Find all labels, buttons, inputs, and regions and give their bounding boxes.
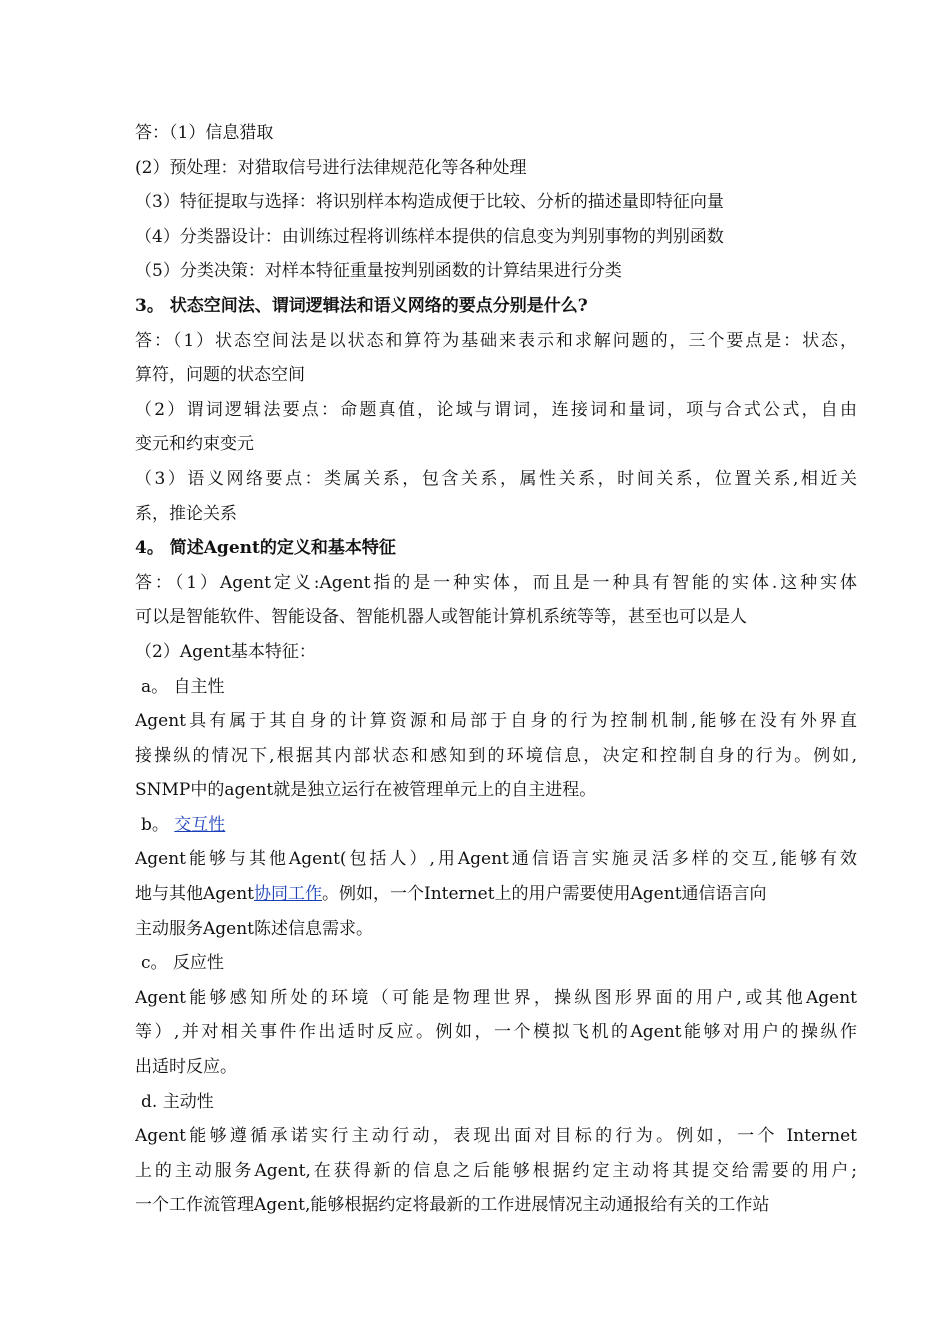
paragraph-line: 主动服务Agent陈述信息需求。 — [135, 918, 373, 939]
paragraph-line: 接操纵的情况下,根据其内部状态和感知到的环境信息，决定和控制自身的行为。例如, — [135, 745, 857, 766]
paragraph-line: Agent能够感知所处的环境（可能是物理世界，操纵图形界面的用户,或其他Agent — [135, 987, 857, 1008]
answer-line: 答：（1）Agent定义:Agent指的是一种实体，而且是一种具有智能的实体.这种实体 — [135, 572, 857, 593]
list-item: 变元和约束变元 — [135, 434, 254, 455]
list-item: (2）预处理：对猎取信号进行法律规范化等各种处理 — [135, 157, 527, 178]
paragraph-line: Agent能够与其他Agent(包括人）,用Agent通信语言实施灵活多样的交互,能够有效 — [135, 849, 857, 870]
feature-title: d. 主动性 — [141, 1091, 214, 1112]
feature-prefix: b。 — [141, 814, 175, 835]
list-item: 系，推论关系 — [135, 503, 237, 524]
document-body — [135, 116, 857, 1223]
answer-line: 算符，问题的状态空间 — [135, 365, 305, 386]
answer-line: 答：（1）状态空间法是以状态和算符为基础来表示和求解问题的，三个要点是：状态， — [135, 330, 857, 351]
feature-title: a。 自主性 — [141, 676, 225, 697]
feature-title: c。 反应性 — [141, 953, 224, 974]
list-item: （5）分类决策：对样本特征重量按判别函数的计算结果进行分类 — [135, 261, 622, 282]
paragraph-line: 一个工作流管理Agent,能够根据约定将最新的工作进展情况主动通报给有关的工作站 — [135, 1195, 770, 1216]
paragraph-line: 等）,并对相关事件作出适时反应。例如，一个模拟飞机的Agent能够对用户的操纵作 — [135, 1022, 857, 1043]
paragraph-line: 出适时反应。 — [135, 1057, 237, 1078]
paragraph-line: SNMP中的agent就是独立运行在被管理单元上的自主进程。 — [135, 780, 597, 801]
line-suffix: 。例如，一个Internet上的用户需要使用Agent通信语言向 — [322, 884, 767, 905]
list-item: （2）Agent基本特征： — [135, 641, 316, 662]
list-item: （3）特征提取与选择：将识别样本构造成便于比较、分析的描述量即特征向量 — [135, 192, 724, 213]
list-item: （4）分类器设计：由训练过程将训练样本提供的信息变为判别事物的判别函数 — [135, 226, 724, 247]
interactivity-link[interactable]: 交互性 — [174, 814, 226, 835]
list-item: （3）语义网络要点：类属关系，包含关系，属性关系，时间关系，位置关系,相近关 — [135, 468, 857, 489]
collaboration-link[interactable]: 协同工作 — [254, 884, 322, 905]
question-heading: 3。 状态空间法、谓词逻辑法和语义网络的要点分别是什么? — [135, 295, 588, 316]
paragraph-line: 上的主动服务Agent,在获得新的信息之后能够根据约定主动将其提交给需要的用户; — [135, 1160, 857, 1181]
paragraph-line: Agent能够遵循承诺实行主动行动，表现出面对目标的行为。例如，一个 Internet — [135, 1126, 857, 1147]
paragraph-line — [135, 877, 857, 912]
feature-title — [135, 808, 857, 843]
line-prefix: 地与其他Agent — [135, 884, 254, 905]
paragraph-line: Agent具有属于其自身的计算资源和局部于自身的行为控制机制,能够在没有外界直 — [135, 711, 857, 732]
question-heading: 4。 简述Agent的定义和基本特征 — [135, 538, 396, 559]
list-item: （2）谓词逻辑法要点：命题真值，论域与谓词，连接词和量词，项与合式公式，自由 — [135, 399, 857, 420]
answer-line: 可以是智能软件、智能设备、智能机器人或智能计算机系统等等，甚至也可以是人 — [135, 607, 747, 628]
answer-line: 答：（1）信息猎取 — [135, 123, 274, 143]
